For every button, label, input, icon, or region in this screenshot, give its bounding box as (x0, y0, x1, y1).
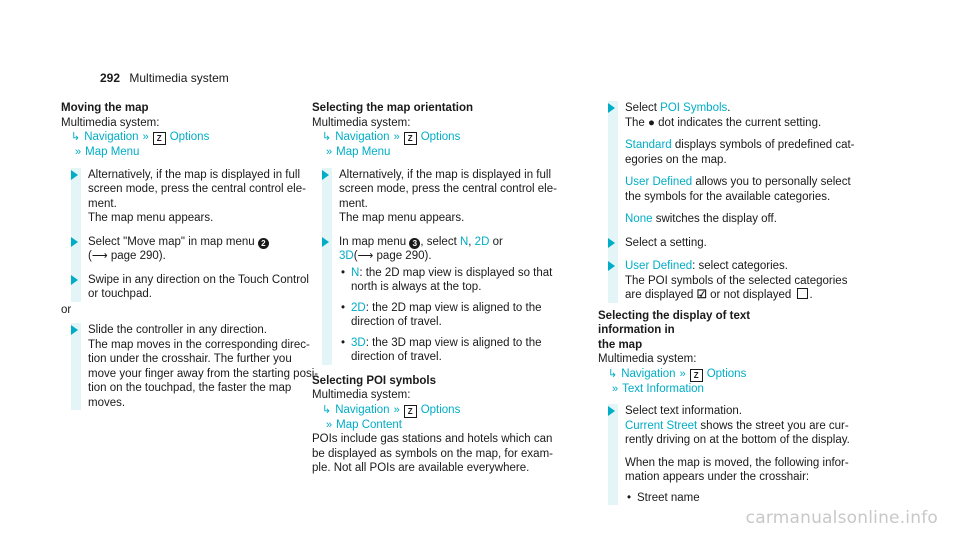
step-text: or (492, 235, 503, 248)
section-heading-moving-map: Moving the map (61, 102, 149, 114)
menu-path (312, 403, 522, 418)
page-header (100, 71, 229, 86)
bullet-text: north is always at the top. (351, 281, 482, 293)
step-text: allows you to personally select (692, 176, 851, 188)
chevron-double-icon: » (75, 146, 82, 158)
path-navigation[interactable]: Navigation (335, 403, 390, 416)
step-text: screen mode, press the central control ele- (88, 183, 306, 195)
menu-path-2 (61, 145, 271, 160)
option-3d[interactable]: 3D (339, 250, 354, 262)
step: Select POI Symbols. The ● dot indicates the current setting. Standard displays symbols of predefined cat- egories on the map. User Defined allows you to personally select the symbols for the available categories. None switches the display off. (625, 101, 808, 227)
step-triangle-icon (71, 237, 78, 247)
step-text: switches the display off. (652, 213, 777, 225)
step-triangle-icon (608, 406, 615, 416)
bullet-text: : the 2D map view is aligned to the (365, 301, 542, 314)
step-text: ment. (339, 197, 368, 210)
options-icon: Z (404, 405, 417, 418)
paragraph-text: ple. Not all POIs are available everywhere. (312, 462, 530, 474)
path-navigation[interactable]: Navigation (621, 367, 676, 380)
arrow-return-icon: ↳ (608, 367, 618, 380)
bullet-item (339, 301, 542, 330)
bullet-text: direction of travel. (351, 351, 442, 363)
menu-path-2 (312, 145, 522, 160)
step-text: : select categories. (692, 260, 789, 272)
step-text: Select (625, 102, 657, 114)
bullet-key: N (351, 266, 360, 279)
standard-option[interactable]: Standard (625, 139, 672, 151)
chevron-double-icon: » (679, 367, 686, 380)
path-intro: Multimedia system: (61, 116, 160, 129)
step (625, 236, 808, 251)
step (88, 168, 306, 226)
step-text: or touchpad. (88, 288, 152, 300)
step-text: tion under the crosshair. The further you (88, 353, 292, 365)
options-icon: Z (690, 369, 703, 382)
bullet-text: : the 2D map view is displayed so that (359, 266, 553, 279)
menu-path (598, 367, 808, 382)
bullet-text: • Street name (637, 491, 700, 504)
step-triangle-icon (322, 170, 329, 180)
path-map-content[interactable]: Map Content (336, 418, 402, 431)
step-bar (71, 323, 81, 410)
menu-path (312, 130, 522, 145)
section-heading-poi-symbols: Selecting POI symbols (312, 374, 436, 387)
step-text: Alternatively, if the map is displayed in full (88, 168, 300, 181)
step-triangle-icon (608, 238, 615, 248)
step-text: In map menu (339, 235, 407, 248)
step-text: The map moves in the corresponding direc- (88, 338, 310, 351)
page-header-title: Multimedia system (129, 71, 229, 85)
step-triangle-icon (71, 170, 78, 180)
step-bar (608, 404, 618, 505)
chevron-double-icon: » (393, 131, 400, 143)
step (625, 404, 850, 505)
step-text: , select (420, 235, 457, 248)
step-text: Slide the controller in any direction. (88, 324, 267, 336)
options-icon: Z (153, 132, 166, 145)
paragraph-text: POIs include gas stations and hotels which can (312, 433, 553, 445)
bullet-item (339, 336, 542, 365)
step: In map menu 3 , select N, 2D or 3D(⟶ page 290). • N: the 2D map view is displayed so that north is always at the top. • 2D: the 2D map view is aligned to the direction of travel. • 3D: the 3D map view is aligned to the direction of travel. (339, 235, 522, 365)
step-text: The map menu appears. (88, 212, 214, 224)
bullet-text: : the 3D map view is aligned to the (365, 336, 542, 349)
step: Select "Move map" in map menu 2 (⟶ page 290). (88, 235, 271, 264)
arrow-return-icon: ↳ (71, 131, 81, 143)
column-2 (312, 101, 557, 476)
paragraph-text: be displayed as symbols on the map, for exam- (312, 447, 553, 460)
step-text: or not displayed (710, 289, 792, 301)
path-options[interactable]: Options (420, 131, 461, 143)
poi-symbols-link[interactable]: POI Symbols (660, 102, 728, 114)
section-heading-text-info: Selecting the display of text information in (598, 309, 751, 336)
menu-path (61, 130, 271, 145)
step-text: ment. (88, 197, 117, 210)
path-map-menu[interactable]: Map Menu (336, 146, 391, 158)
bullet-item (625, 491, 808, 506)
step-text: Select a setting. (625, 236, 707, 249)
chevron-double-icon: » (393, 403, 400, 416)
step-list (61, 168, 309, 302)
marker-2: 2 (258, 238, 269, 249)
step-text: mation appears under the crosshair: (625, 471, 810, 483)
step-text: Swipe in any direction on the Touch Control (88, 273, 309, 286)
step-triangle-icon (608, 261, 615, 271)
step-list (312, 168, 557, 365)
step-text: page 290). (110, 250, 166, 262)
bullet-key: 3D (351, 336, 366, 349)
step-text: page 290). (376, 250, 432, 262)
step-text: Alternatively, if the map is displayed in full (339, 168, 551, 181)
step-text: The ● dot indicates the current setting. (625, 116, 822, 129)
step-text: moves. (88, 396, 126, 409)
step-text: When the map is moved, the following infor- (625, 456, 849, 469)
step-text: tion on the touchpad, the faster the map (88, 382, 292, 394)
column-1 (61, 101, 319, 410)
watermark: carmanualsonline.info (745, 507, 938, 528)
column-3 (598, 101, 855, 505)
menu-path-2 (312, 418, 522, 433)
path-intro: Multimedia system: (312, 116, 411, 129)
chevron-double-icon: » (326, 418, 333, 431)
arrow-return-icon: ↳ (322, 131, 332, 143)
step-text: Select "Move map" in map menu (88, 235, 255, 248)
option-2d[interactable]: 2D (474, 235, 490, 248)
marker-3: 3 (409, 238, 420, 249)
path-options[interactable]: Options (420, 403, 461, 416)
chevron-double-icon: » (142, 131, 149, 143)
step-list-2 (61, 323, 319, 410)
bullet-text: direction of travel. (351, 316, 442, 328)
step (88, 323, 319, 410)
path-navigation[interactable]: Navigation (335, 131, 390, 143)
path-intro: Multimedia system: (312, 389, 411, 401)
user-defined-link[interactable]: User Defined (625, 260, 693, 272)
step-text: Select text information. (625, 405, 742, 417)
step-triangle-icon (322, 237, 329, 247)
step-bar (322, 168, 332, 365)
menu-path-2 (598, 382, 808, 397)
page-ref-arrow-icon: ⟶ (91, 250, 108, 262)
checkbox-empty-icon (797, 288, 808, 299)
chevron-double-icon: » (326, 146, 333, 158)
user-defined-option[interactable]: User Defined (625, 176, 693, 188)
step-text: The POI symbols of the selected categories (625, 274, 848, 287)
current-street-option[interactable]: Current Street (625, 419, 698, 432)
step-list-2 (598, 404, 850, 505)
step-text: displays symbols of predefined cat- (671, 139, 855, 151)
arrow-return-icon: ↳ (322, 403, 332, 416)
path-options[interactable]: Options (169, 131, 210, 143)
path-map-menu[interactable]: Map Menu (85, 146, 140, 158)
or-label: or (61, 303, 72, 316)
step (625, 259, 848, 303)
step-text: rently driving on at the bottom of the display. (625, 434, 850, 446)
step-text: egories on the map. (625, 153, 727, 166)
step-text: screen mode, press the central control ele- (339, 183, 557, 195)
bullet-item (339, 266, 553, 295)
section-heading-text-info-2: the map (598, 338, 643, 351)
step-triangle-icon (608, 103, 615, 113)
step-triangle-icon (71, 325, 78, 335)
step-text: . (809, 289, 813, 301)
step-bar (608, 101, 618, 303)
page-number: 292 (100, 71, 121, 85)
page-ref-arrow-icon: ⟶ (357, 250, 374, 262)
none-option[interactable]: None (625, 213, 653, 225)
step (88, 273, 309, 302)
step-text: move your finger away from the starting posi- (88, 367, 319, 380)
path-options[interactable]: Options (706, 367, 747, 380)
step (339, 168, 557, 226)
step-text: shows the street you are cur- (697, 419, 849, 432)
bullet-key: 2D (351, 301, 366, 314)
checkbox-checked-icon: ☑ (696, 289, 707, 301)
path-text-information[interactable]: Text Information (622, 382, 704, 395)
step-triangle-icon (71, 275, 78, 285)
path-navigation[interactable]: Navigation (84, 131, 139, 143)
step-text: the symbols for the available categories. (625, 190, 831, 203)
option-n[interactable]: N (459, 235, 469, 248)
step-text: are displayed (625, 289, 694, 301)
step-list (598, 101, 855, 303)
path-intro: Multimedia system: (598, 353, 697, 365)
options-icon: Z (404, 132, 417, 145)
chevron-double-icon: » (612, 382, 619, 395)
section-heading-map-orientation: Selecting the map orientation (312, 102, 474, 114)
step-text: The map menu appears. (339, 212, 465, 224)
